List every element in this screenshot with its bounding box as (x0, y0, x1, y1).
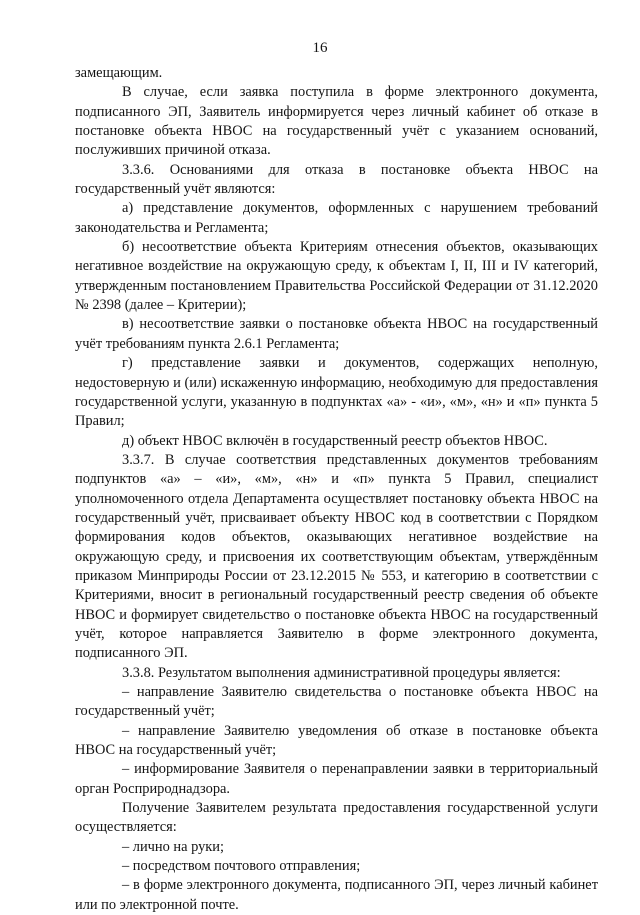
paragraph: а) представление документов, оформленных с нарушением требований законодательства и Регламента; (75, 200, 598, 236)
paragraph: – лично на руки; (122, 838, 224, 855)
paragraph: – информирование Заявителя о перенаправлении заявки в территориальный орган Росприроднадзора. (75, 761, 598, 797)
paragraph: Получение Заявителем результата предоставления государственной услуги осуществляется: (75, 800, 598, 836)
page-number: 16 (312, 40, 328, 56)
paragraph: – направление Заявителю уведомления об отказе в постановке объекта НВОС на государственный учёт; (75, 722, 598, 759)
paragraph: 3.3.7. В случае соответствия представленных документов требованиям подпунктов «а» – «и», «м», «н» и «п» пункта 5 Правил, специалист уполномоченного отдела Департамента осуществляет постановку объекта НВОС на государственный учёт, присваивает объекту НВОС код в соответствии с Порядком формирования кодов объектов, оказывающих негативное воздействие на окружающую среду, и присвоения их соответствующим объектам, утверждённым приказом Минприроды России от 23.12.2015 № 553, и категорию в соответствии с Критериями, вносит в региональный государственный реестр сведения об объекте НВОС и формирует свидетельство о постановке объекта НВОС на государственный учёт, которое направляется Заявителю в форме электронного документа, подписанного ЭП. (75, 451, 598, 662)
paragraph: замещающим. (75, 65, 163, 81)
paragraph: 3.3.8. Результатом выполнения административной процедуры является: (122, 664, 561, 681)
paragraph: б) несоответствие объекта Критериям отнесения объектов, оказывающих негативное воздействие на окружающую среду, к объектам I, II, III и IV категорий, утвержденным постановлением Правительства Российской Федерации от 31.12.2020 № 2398 (далее – Критерии); (75, 239, 598, 314)
paragraph: г) представление заявки и документов, содержащих неполную, недостоверную и (или) искаженную информацию, необходимую для предоставления государственной услуги, указанную в подпунктах «а» - «и», «м», «н» и «п» пункта 5 Правил; (75, 355, 598, 430)
paragraph: в) несоответствие заявки о постановке объекта НВОС на государственный учёт требованиям пункта 2.6.1 Регламента; (75, 316, 598, 352)
document-body (75, 64, 598, 915)
paragraph: 3.3.6. Основаниями для отказа в постановке объекта НВОС на государственный учёт являются: (75, 161, 598, 198)
paragraph: В случае, если заявка поступила в форме электронного документа, подписанного ЭП, Заявитель информируется через личный кабинет об отказе в постановке объекта НВОС на государственный учёт с указанием оснований, послуживших причиной отказа. (75, 84, 598, 159)
paragraph: – направление Заявителю свидетельства о постановке объекта НВОС на государственный учёт; (75, 684, 598, 720)
paragraph: – посредством почтового отправления; (122, 858, 361, 875)
paragraph: – в форме электронного документа, подписанного ЭП, через личный кабинет или по электронной почте. (75, 877, 598, 913)
paragraph: д) объект НВОС включён в государственный реестр объектов НВОС. (122, 432, 548, 449)
